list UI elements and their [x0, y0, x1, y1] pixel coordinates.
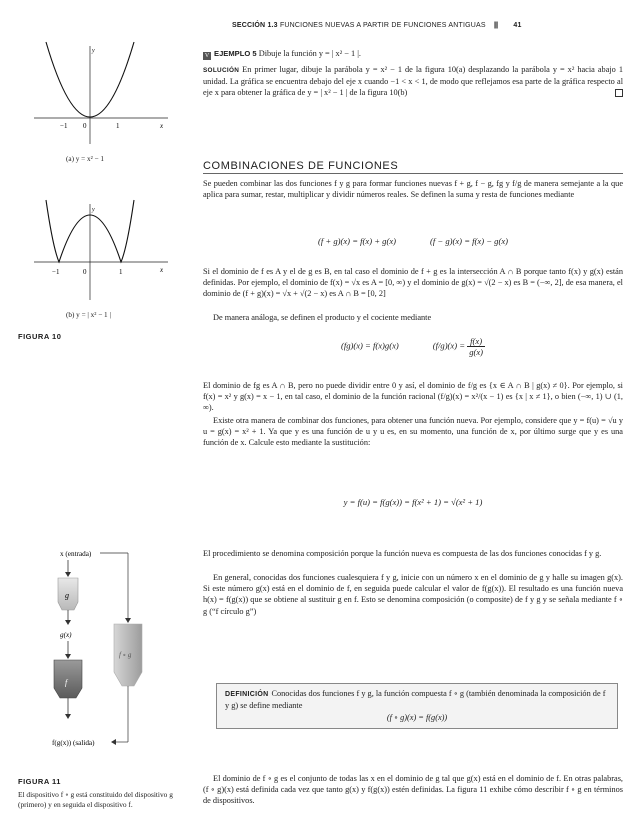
figure-10b-caption: (b) y = | x² − 1 | [66, 311, 111, 319]
f-machine-label: f [65, 678, 68, 687]
header-section: SECCIÓN 1.3 [232, 22, 278, 29]
tick-minus-1: −1 [52, 268, 60, 276]
formula-substitution: y = f(u) = f(g(x)) = f(x² + 1) = √(x² + 1) [343, 497, 483, 507]
running-header [232, 22, 624, 29]
tick-1: 1 [119, 268, 123, 276]
composite-machine-label: f ∘ g [119, 651, 132, 659]
definition-label: DEFINICIÓN [225, 691, 269, 698]
quotient-fraction [467, 336, 485, 357]
tick-minus-1: −1 [60, 122, 68, 130]
input-label: x (entrada) [60, 550, 92, 558]
figure-10-label: FIGURA 10 [18, 332, 62, 341]
figure-11-diagram [18, 540, 198, 786]
x-axis-label: x [160, 122, 164, 130]
formula-sum-difference [203, 236, 623, 246]
tick-0: 0 [83, 268, 87, 276]
solution-label: SOLUCIÓN [203, 67, 240, 74]
g-machine [58, 578, 78, 610]
definition-text: Conocidas dos funciones f y g, la función compuesta f ∘ g (también denominada la composición de f y g) se define mediante [225, 689, 606, 711]
section-title: COMBINACIONES DE FUNCIONES [203, 160, 623, 174]
y-axis-label: y [92, 48, 95, 54]
paragraph-2: Si el dominio de f es A y el de g es B, en tal caso el dominio de f + g es la intersección A ∩ B porque tanto f(x) y g(x) están definidas. Por ejemplo, el dominio de f(x) = √x es A = [0, ∞) y el dominio de g(x) = √(2 − x) es B = (−∞, 2], de esa manera, el dominio de (f + g)(x) = √x + √(2 − x) es A ∩ B = [0, 2] [203, 267, 623, 299]
y-axis-label: y [92, 207, 95, 213]
figure-11-caption: El dispositivo f ∘ g está constituido del dispositivo g (primero) y en seguida el dispositivo f. [18, 790, 173, 809]
end-of-proof-box [615, 89, 623, 97]
figure-11-label: FIGURA 11 [18, 777, 61, 786]
figure-10a-caption: (a) y = x² − 1 [66, 155, 105, 163]
page-number: 41 [513, 22, 522, 29]
example-statement: Dibuje la función y = | x² − 1 |. [258, 49, 361, 58]
x-axis-label: x [160, 266, 164, 274]
composite-machine [114, 624, 142, 686]
example-badge: V [204, 53, 210, 59]
tick-0: 0 [83, 122, 87, 130]
tick-1: 1 [116, 122, 120, 130]
intermediate-label: g(x) [60, 631, 72, 639]
example-5 [203, 48, 623, 99]
figure-10b-graph [30, 196, 170, 306]
formula-product: (fg)(x) = f(x)g(x) [340, 340, 399, 351]
solution-text: En primer lugar, dibuje la parábola y = x² − 1 de la figura 10(a) desplazando la parábola y = x² hacia abajo 1 unidad. La gráfica se encuentra debajo del eje x cuando −1 < x < 1, de modo que reflejamos esa parte de la gráfica respecto al eje x para obtener la gráfica de y = | x² − 1 | de la figura 10(b) [203, 65, 623, 98]
formula-quotient-lhs: (f/g)(x) = [432, 340, 466, 351]
definition-box [216, 683, 618, 729]
formula-sum: (f + g)(x) = f(x) + g(x) [318, 236, 396, 246]
paragraph-7: En general, conocidas dos funciones cualesquiera f y g, inicie con un número x en el dominio de g y halle su imagen g(x). Si este número g(x) está en el dominio de f, en seguida puede calcular el valor de f(g(x)). El resultado es una función nueva h(x) = f(g(x)) que se obtiene al sustituir g en f. Esto se denomina composición (o composite) de f y g y se señala mediante f ∘ g (“f círculo g”) [203, 573, 623, 616]
example-heading: EJEMPLO 5 [214, 49, 257, 58]
paragraph-5: Existe otra manera de combinar dos funciones, para obtener una función nueva. Por ejemplo, considere que y = f(u) = √u y u = g(x) = x² + 1. Ya que y es una función de u y u es, en su momento, una función de x, por último surge que y es una función de x. Calcule esto mediante la sustitución: [203, 416, 623, 448]
paragraph-1: Se pueden combinar las dos funciones f y g para formar funciones nuevas f + g, f − g, fg y f/g de manera semejante a la que aplica para sumar, restar, multiplicar y dividir números reales. Se definen la suma y resta de funciones mediante [203, 179, 623, 200]
header-bars: |||| [493, 22, 498, 29]
f-machine [54, 660, 82, 698]
paragraph-4: El dominio de fg es A ∩ B, pero no puede dividir entre 0 y así, el dominio de f/g es {x ∈ A ∩ B | g(x) ≠ 0}. Por ejemplo, si f(x) = x² y g(x) = x − 1, en tal caso, el dominio de la función racional (f/g)(x) = x²/(x − 1) es {x | x ≠ 1}, o bien (−∞, 1) ∪ (1, ∞). [203, 381, 623, 413]
definition-formula: (f ∘ g)(x) = f(g(x)) [386, 713, 448, 723]
paragraph-3: De manera análoga, se definen el producto y el cociente mediante [213, 313, 432, 322]
paragraph-6: El procedimiento se denomina composición porque la función nueva es compuesta de las dos funciones conocidas f y g. [203, 549, 602, 558]
g-machine-label: g [65, 591, 69, 600]
formula-product-quotient [203, 336, 623, 357]
figure-10a-graph [30, 40, 170, 150]
header-title: FUNCIONES NUEVAS A PARTIR DE FUNCIONES ANTIGUAS [279, 22, 486, 29]
paragraph-8: El dominio de f ∘ g es el conjunto de todas las x en el dominio de g tal que g(x) está en el dominio de f. En otras palabras, (f ∘ g)(x) está definida cada vez que tanto g(x) y f(g(x)) estén definidas. La figura 11 exhibe cómo describir f ∘ g en términos de dispositivos. [203, 774, 623, 806]
output-label: f(g(x)) (salida) [52, 739, 95, 747]
fraction-numerator: f(x) [467, 336, 485, 347]
formula-difference: (f − g)(x) = f(x) − g(x) [430, 236, 508, 246]
fraction-denominator: g(x) [469, 347, 484, 357]
